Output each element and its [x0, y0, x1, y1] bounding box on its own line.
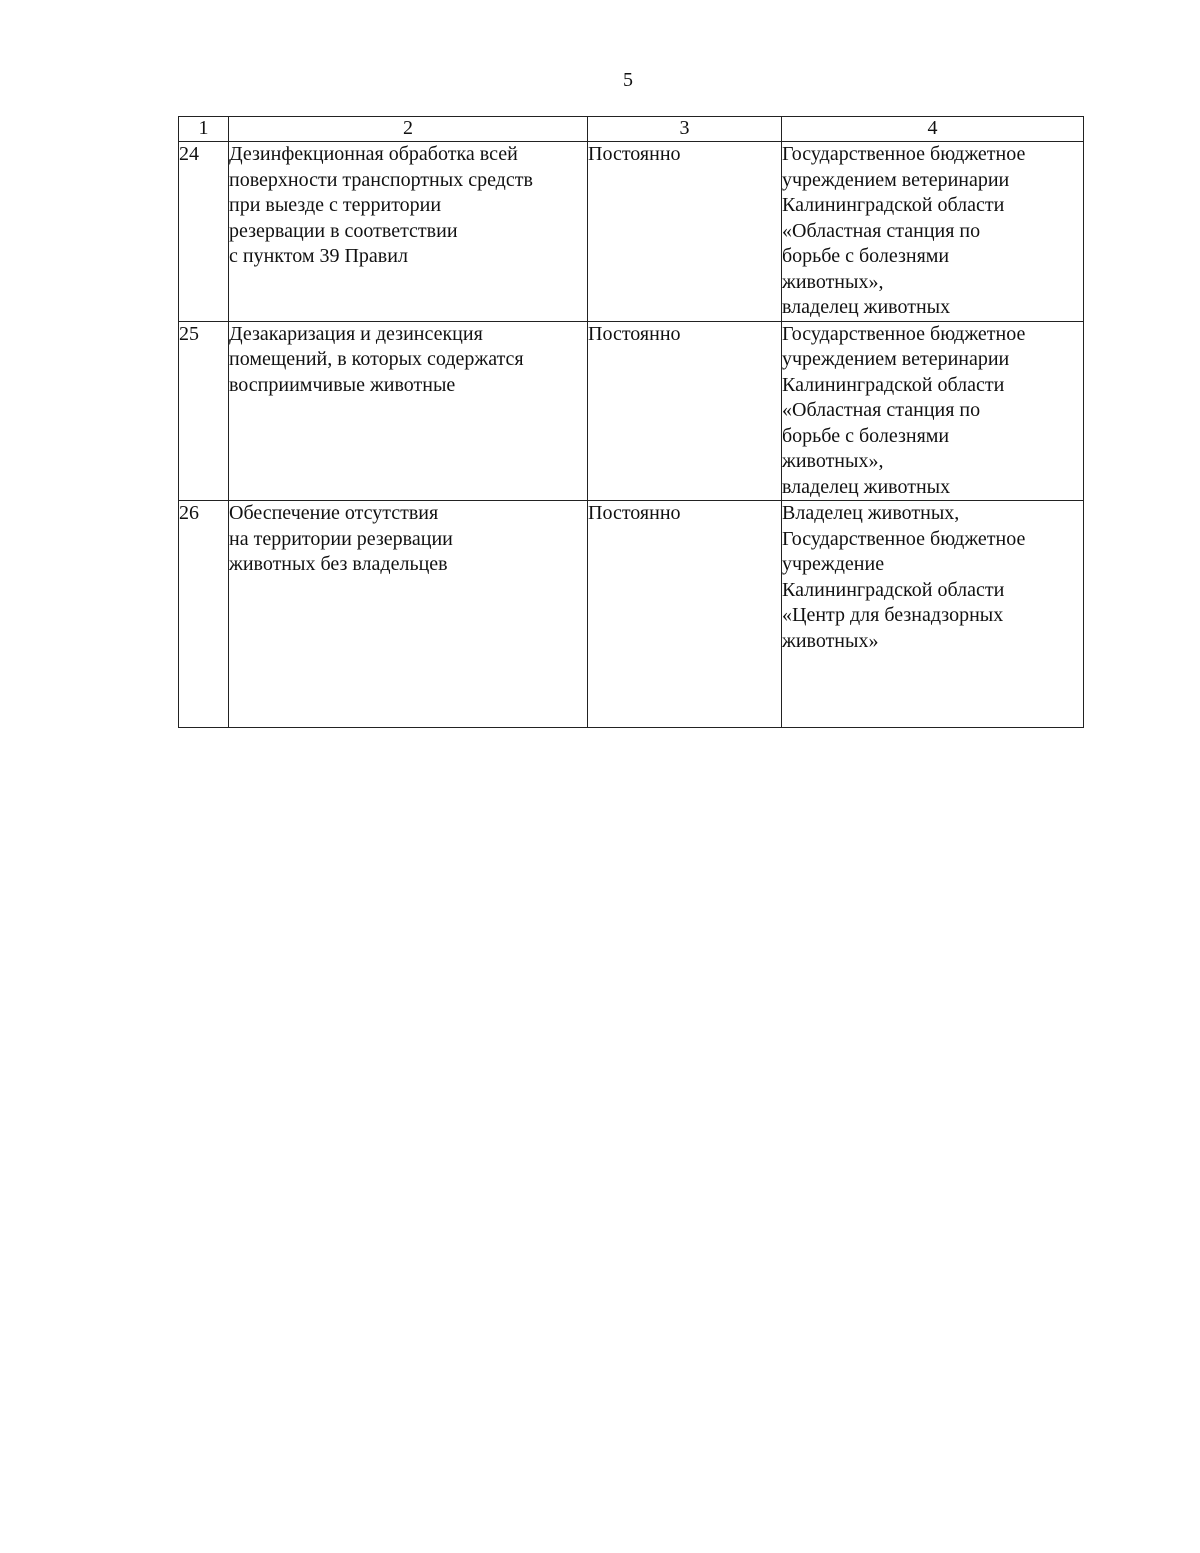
responsible-line: Владелец животных, — [782, 502, 960, 524]
measure-cell — [229, 321, 588, 501]
header-col-3: 3 — [588, 117, 782, 142]
measure-line: при выезде с территории — [229, 194, 442, 216]
term-cell: Постоянно — [588, 321, 782, 501]
measure-line: животных без владельцев — [229, 553, 448, 575]
measure-line: Дезинфекционная обработка всей — [229, 143, 518, 165]
header-col-4: 4 — [782, 117, 1084, 142]
responsible-line: животных» — [782, 629, 879, 652]
row-number: 24 — [179, 142, 229, 322]
responsible-line: Государственное бюджетное — [782, 143, 1026, 165]
header-col-1: 1 — [179, 117, 229, 142]
measure-line: на территории резервации — [229, 527, 453, 550]
responsible-cell — [782, 321, 1084, 501]
responsible-line: учреждением ветеринарии — [782, 168, 1010, 191]
term-cell: Постоянно — [588, 142, 782, 322]
responsible-line: животных», — [782, 270, 884, 293]
responsible-line: владелец животных — [782, 296, 951, 318]
term-cell: Постоянно — [588, 501, 782, 728]
measure-line: Обеспечение отсутствия — [229, 502, 439, 524]
table-row — [179, 142, 1084, 322]
measure-cell — [229, 501, 588, 728]
responsible-line: Калининградской области — [782, 194, 1005, 216]
responsible-line: борьбе с болезнями — [782, 245, 950, 267]
table-row — [179, 321, 1084, 501]
responsible-line: «Областная станция по — [782, 399, 981, 421]
responsible-line: «Областная станция по — [782, 219, 981, 242]
responsible-line: владелец животных — [782, 475, 951, 498]
responsible-line: «Центр для безнадзорных — [782, 604, 1004, 626]
header-col-2: 2 — [229, 117, 588, 142]
responsible-cell — [782, 142, 1084, 322]
table-row — [179, 501, 1084, 728]
row-number: 26 — [179, 501, 229, 728]
measure-line: резервации в соответствии — [229, 219, 458, 242]
measure-cell — [229, 142, 588, 322]
responsible-line: Калининградской области — [782, 373, 1005, 396]
page-number: 5 — [623, 69, 633, 91]
responsible-cell — [782, 501, 1084, 728]
responsible-line: Государственное бюджетное — [782, 527, 1026, 550]
responsible-line: учреждение — [782, 553, 885, 575]
measure-line: с пунктом 39 Правил — [229, 245, 408, 267]
measure-line: помещений, в которых содержатся — [229, 348, 524, 370]
measure-line: поверхности транспортных средств — [229, 168, 533, 191]
measures-table — [178, 116, 1084, 728]
responsible-line: учреждением ветеринарии — [782, 348, 1010, 370]
measure-line: Дезакаризация и дезинсекция — [229, 322, 483, 345]
responsible-line: Государственное бюджетное — [782, 322, 1026, 345]
responsible-line: борьбе с болезнями — [782, 424, 950, 447]
responsible-line: Калининградской области — [782, 578, 1005, 601]
row-number: 25 — [179, 321, 229, 501]
measure-line: восприимчивые животные — [229, 373, 456, 396]
table-header-row — [179, 117, 1084, 142]
responsible-line: животных», — [782, 450, 884, 472]
